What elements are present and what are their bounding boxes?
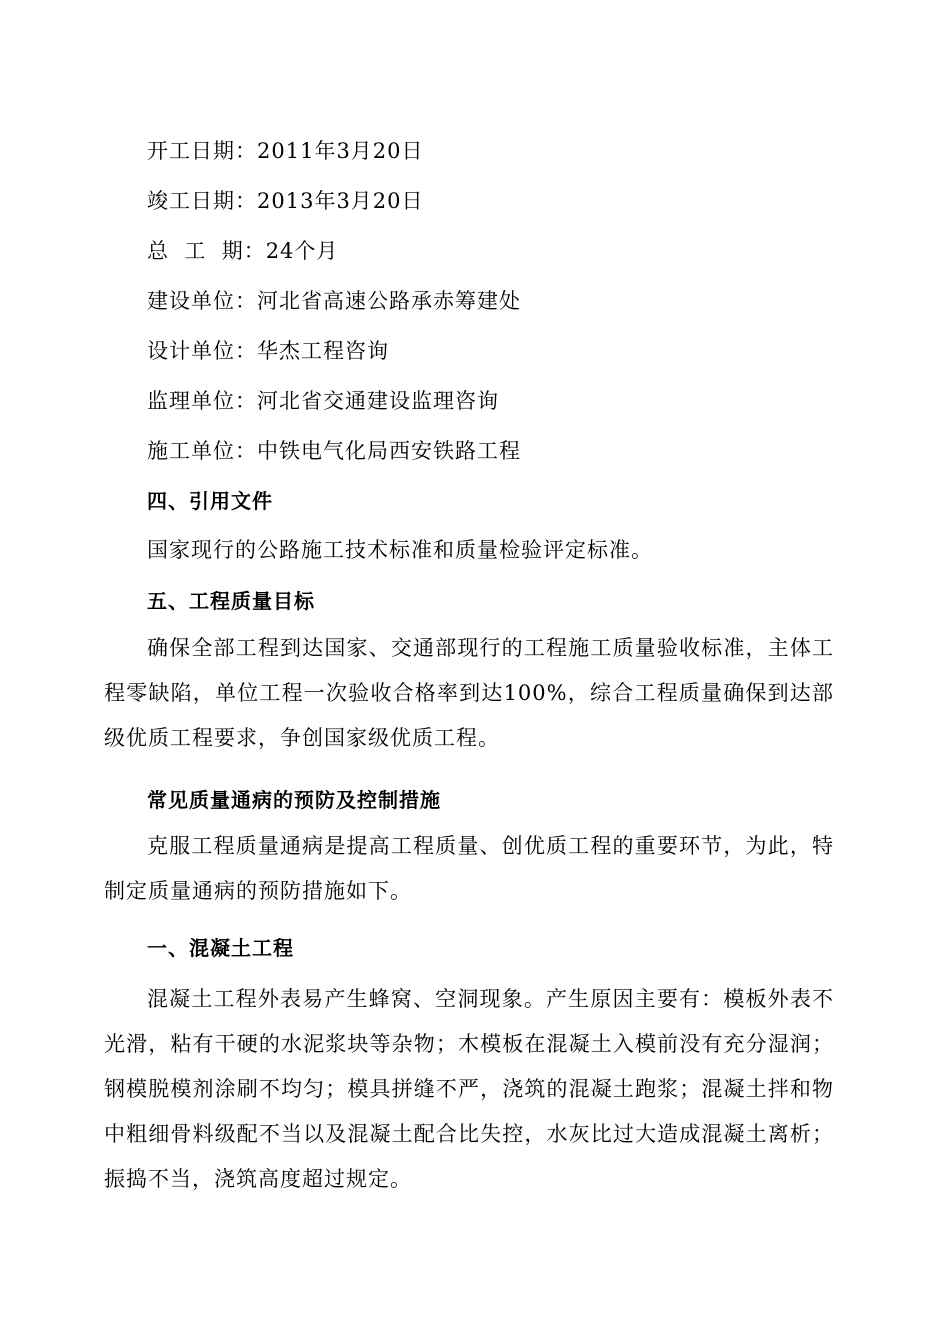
section4-heading: 四、引用文件	[147, 489, 273, 513]
owner-line: 建设单位：河北省高速公路承赤筹建处	[147, 289, 521, 313]
section4-text: 国家现行的公路施工技术标准和质量检验评定标准。	[147, 538, 653, 562]
section5-heading: 五、工程质量目标	[147, 589, 315, 613]
duration-line: 总 工 期：24个月	[147, 239, 339, 263]
start-date-line: 开工日期：2011年3月20日	[147, 139, 424, 163]
section5-text: 确保全部工程到达国家、交通部现行的工程施工质量验收标准，主体工程零缺陷，单位工程一次验收合格率到达100%，综合工程质量确保到达部级优质工程要求，争创国家级优质工程。	[104, 636, 834, 750]
contractor-line: 施工单位：中铁电气化局西安铁路工程	[147, 439, 521, 463]
supervisor-line: 监理单位：河北省交通建设监理咨询	[147, 389, 499, 413]
end-date-line: 竣工日期：2013年3月20日	[147, 189, 424, 213]
designer-line: 设计单位：华杰工程咨询	[147, 339, 389, 363]
section1-text: 混凝土工程外表易产生蜂窝、空洞现象。产生原因主要有：模板外表不光滑，粘有干硬的水泥浆块等杂物；木模板在混凝土入模前没有充分湿润；钢模脱模剂涂刷不均匀；模具拼缝不严，浇筑的混凝土跑浆；混凝土拌和物中粗细骨料级配不当以及混凝土配合比失控，水灰比过大造成混凝土离析；振捣不当，浇筑高度超过规定。	[104, 987, 834, 1191]
common-heading: 常见质量通病的预防及控制措施	[147, 788, 441, 812]
section1-heading: 一、混凝土工程	[147, 936, 294, 960]
common-text: 克服工程质量通病是提高工程质量、创优质工程的重要环节，为此，特制定质量通病的预防措施如下。	[104, 834, 834, 903]
